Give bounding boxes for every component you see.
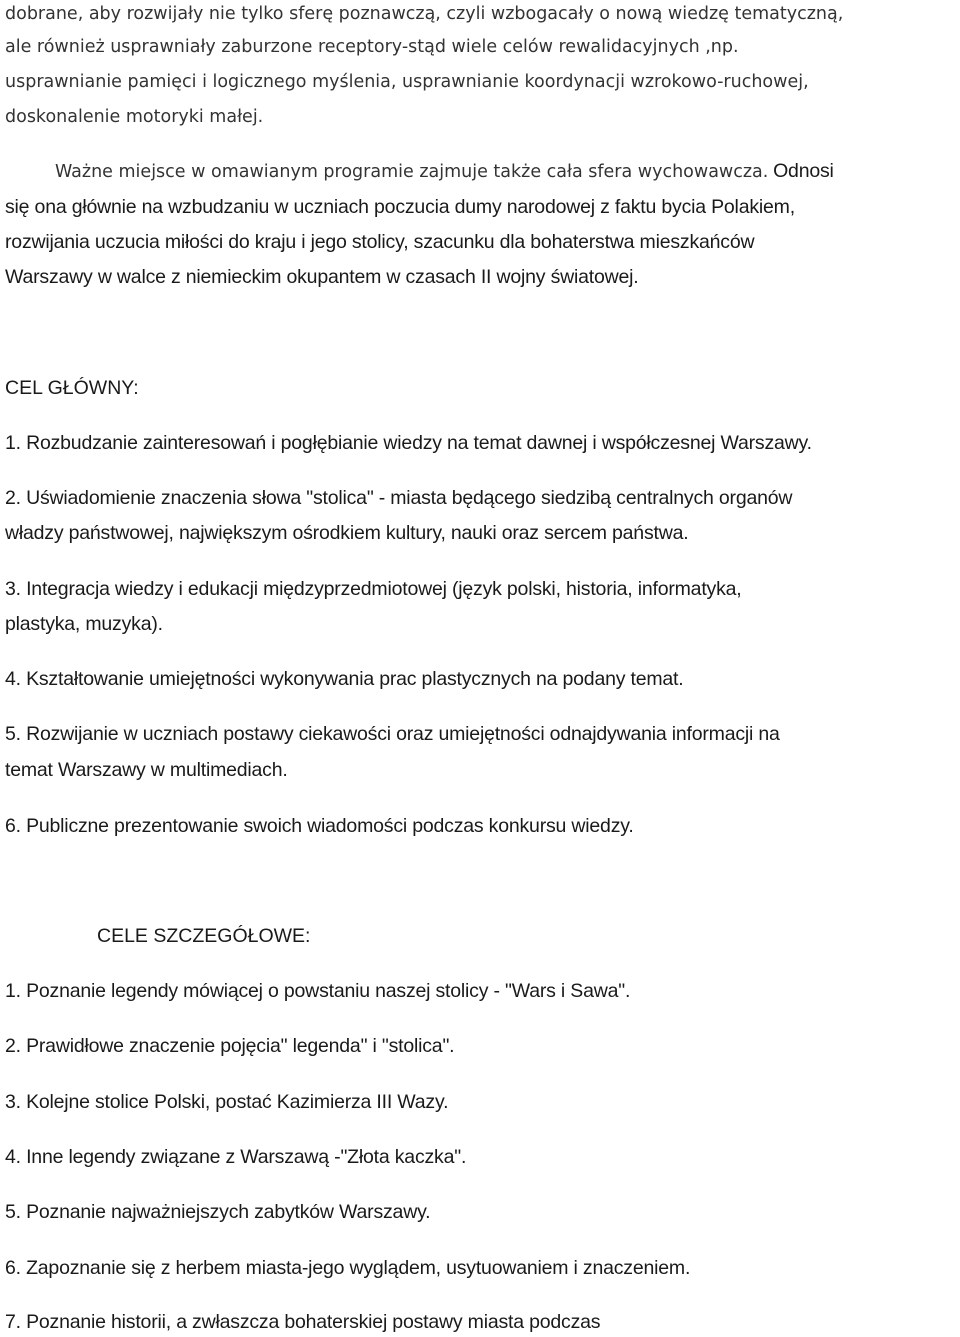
detailed-goal-item: 6. Zapoznanie się z herbem miasta-jego wyglądem, usytuowaniem i znaczeniem. — [5, 1257, 691, 1279]
main-goal-item: 2. Uświadomienie znaczenia słowa "stolica" - miasta będącego siedzibą centralnych organów — [5, 487, 793, 509]
main-goal-item: 1. Rozbudzanie zainteresowań i pogłębianie wiedzy na temat dawnej i współczesnej Warszawy. — [5, 432, 812, 454]
detailed-goals-heading: CELE SZCZEGÓŁOWE: — [97, 925, 311, 947]
intro-line: ale również usprawniały zaburzone receptory-stąd wiele celów rewalidacyjnych ,np. — [5, 37, 739, 57]
paragraph-line: rozwijania uczucia miłości do kraju i jego stolicy, szacunku dla bohaterstwa mieszkańców — [5, 231, 755, 253]
main-goal-item-cont: temat Warszawy w multimediach. — [5, 759, 288, 781]
main-goal-item: 5. Rozwijanie w uczniach postawy ciekawości oraz umiejętności odnajdywania informacji na — [5, 723, 780, 745]
detailed-goal-item: 1. Poznanie legendy mówiącej o powstaniu naszej stolicy - "Wars i Sawa". — [5, 980, 631, 1002]
main-goal-item: 3. Integracja wiedzy i edukacji międzyprzedmiotowej (język polski, historia, informatyka, — [5, 578, 742, 600]
detailed-goal-item: 2. Prawidłowe znaczenie pojęcia" legenda" i "stolica". — [5, 1035, 455, 1057]
paragraph-continuation: Odnosi — [773, 160, 834, 182]
intro-line: dobrane, aby rozwijały nie tylko sferę poznawczą, czyli wzbogacały o nową wiedzę tematyczną, — [5, 4, 844, 24]
paragraph-line — [5, 157, 834, 186]
paragraph-line: Warszawy w walce z niemieckim okupantem w czasach II wojny światowej. — [5, 266, 639, 288]
detailed-goal-item: 4. Inne legendy związane z Warszawą -"Złota kaczka". — [5, 1146, 467, 1168]
paragraph-lead: Ważne miejsce w omawianym programie zajmuje także cała sfera wychowawcza. — [55, 162, 769, 182]
intro-line: doskonalenie motoryki małej. — [5, 107, 264, 127]
main-goal-item-cont: władzy państwowej, największym ośrodkiem kultury, nauki oraz sercem państwa. — [5, 522, 689, 544]
detailed-goal-item: 5. Poznanie najważniejszych zabytków Warszawy. — [5, 1201, 431, 1223]
detailed-goal-item: 7. Poznanie historii, a zwłaszcza bohaterskiej postawy miasta podczas — [5, 1311, 601, 1333]
main-goal-heading: CEL GŁÓWNY: — [5, 377, 139, 399]
main-goal-item-cont: plastyka, muzyka). — [5, 613, 163, 635]
main-goal-item: 4. Kształtowanie umiejętności wykonywania prac plastycznych na podany temat. — [5, 668, 684, 690]
main-goal-item: 6. Publiczne prezentowanie swoich wiadomości podczas konkursu wiedzy. — [5, 815, 634, 837]
detailed-goal-item: 3. Kolejne stolice Polski, postać Kazimierza III Wazy. — [5, 1091, 449, 1113]
paragraph-line: się ona głównie na wzbudzaniu w uczniach poczucia dumy narodowej z faktu bycia Polakiem, — [5, 196, 795, 218]
intro-line: usprawnianie pamięci i logicznego myślenia, usprawnianie koordynacji wzrokowo-ruchowej, — [5, 72, 809, 92]
